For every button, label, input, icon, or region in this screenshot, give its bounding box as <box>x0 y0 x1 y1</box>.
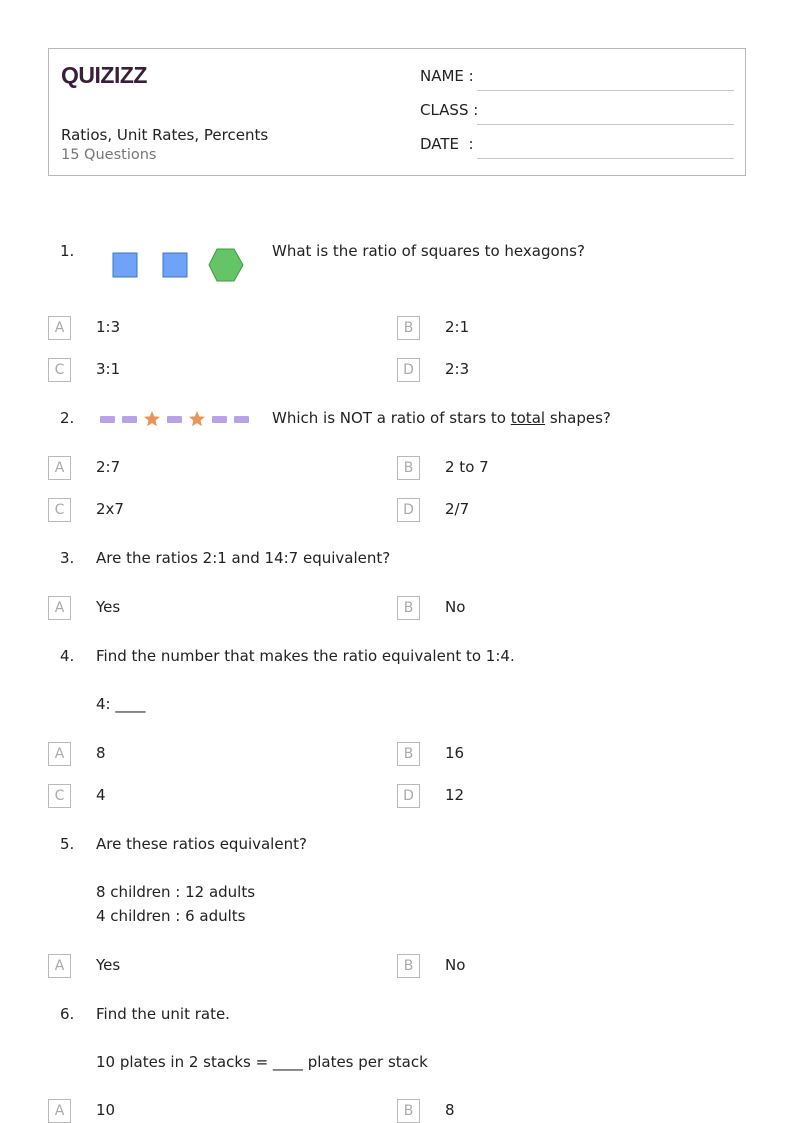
question-2-figure <box>98 409 254 429</box>
date-label: DATE : <box>420 135 474 153</box>
question-number: 2. <box>60 409 75 427</box>
option-letter-a[interactable]: A <box>48 742 71 766</box>
date-line[interactable] <box>477 158 734 159</box>
question-text <box>272 409 611 427</box>
option-text[interactable]: Yes <box>96 956 121 974</box>
quizizz-logo <box>61 61 153 87</box>
square-icon <box>163 253 187 277</box>
option-text[interactable]: 8 <box>96 744 106 762</box>
question-number: 5. <box>60 835 75 853</box>
question-text: Are the ratios 2:1 and 14:7 equivalent? <box>96 549 391 567</box>
option-letter-c[interactable]: C <box>48 784 71 808</box>
question-count: 15 Questions <box>61 147 157 163</box>
option-text[interactable]: No <box>445 598 466 616</box>
option-letter-b[interactable]: B <box>397 954 420 978</box>
dash-icon <box>167 416 182 423</box>
option-letter-b[interactable]: B <box>397 456 420 480</box>
svg-text:QUIZIZZ: QUIZIZZ <box>61 62 147 88</box>
date-field[interactable] <box>420 135 734 159</box>
question-text: Find the number that makes the ratio equivalent to 1:4. <box>96 647 515 665</box>
option-text[interactable]: 16 <box>445 744 465 762</box>
option-text[interactable]: 4 <box>96 786 106 804</box>
option-text[interactable]: 10 <box>96 1101 116 1119</box>
option-text[interactable]: 3:1 <box>96 360 121 378</box>
option-letter-b[interactable]: B <box>397 1099 420 1123</box>
option-letter-c[interactable]: C <box>48 358 71 382</box>
option-letter-a[interactable]: A <box>48 316 71 340</box>
class-label: CLASS : <box>420 101 479 119</box>
worksheet-title: Ratios, Unit Rates, Percents <box>61 126 269 144</box>
question-number: 3. <box>60 549 75 567</box>
question-1-figure <box>108 246 248 284</box>
question-text: Are these ratios equivalent? <box>96 835 307 853</box>
question-text-part: shapes? <box>545 409 611 427</box>
dash-icon <box>100 416 115 423</box>
dash-icon <box>212 416 227 423</box>
option-text[interactable]: 2:7 <box>96 458 121 476</box>
question-text: Find the unit rate. <box>96 1005 230 1023</box>
option-letter-d[interactable]: D <box>397 358 420 382</box>
name-field[interactable] <box>420 67 734 91</box>
name-line[interactable] <box>477 90 734 91</box>
option-letter-a[interactable]: A <box>48 954 71 978</box>
option-text[interactable]: 2x7 <box>96 500 124 518</box>
option-text[interactable]: 8 <box>445 1101 455 1119</box>
option-text[interactable]: 2:1 <box>445 318 470 336</box>
question-subtext: 4 children : 6 adults <box>96 907 246 925</box>
option-text[interactable]: No <box>445 956 466 974</box>
option-text[interactable]: 2:3 <box>445 360 470 378</box>
option-text[interactable]: 1:3 <box>96 318 121 336</box>
worksheet-header <box>48 48 746 176</box>
option-text[interactable]: Yes <box>96 598 121 616</box>
dash-icon <box>122 416 137 423</box>
star-icon <box>144 411 160 426</box>
option-letter-b[interactable]: B <box>397 596 420 620</box>
question-subtext: 10 plates in 2 stacks = ____ plates per stack <box>96 1053 428 1071</box>
option-text[interactable]: 2 to 7 <box>445 458 489 476</box>
option-letter-d[interactable]: D <box>397 498 420 522</box>
dash-icon <box>234 416 249 423</box>
question-subtext: 8 children : 12 adults <box>96 883 256 901</box>
question-text: What is the ratio of squares to hexagons? <box>272 242 585 260</box>
question-subtext: 4: ____ <box>96 695 146 713</box>
square-icon <box>113 253 137 277</box>
question-number: 6. <box>60 1005 75 1023</box>
option-text[interactable]: 12 <box>445 786 465 804</box>
question-text-underlined: total <box>510 409 546 427</box>
option-letter-a[interactable]: A <box>48 1099 71 1123</box>
star-icon <box>189 411 205 426</box>
option-text[interactable]: 2/7 <box>445 500 470 518</box>
name-label: NAME : <box>420 67 474 85</box>
hexagon-icon <box>209 249 243 281</box>
option-letter-b[interactable]: B <box>397 316 420 340</box>
option-letter-a[interactable]: A <box>48 456 71 480</box>
class-field[interactable] <box>420 101 734 125</box>
question-number: 4. <box>60 647 75 665</box>
question-number: 1. <box>60 242 75 260</box>
option-letter-a[interactable]: A <box>48 596 71 620</box>
class-line[interactable] <box>477 124 734 125</box>
question-text-part: Which is NOT a ratio of stars to <box>272 409 511 427</box>
option-letter-d[interactable]: D <box>397 784 420 808</box>
option-letter-c[interactable]: C <box>48 498 71 522</box>
option-letter-b[interactable]: B <box>397 742 420 766</box>
